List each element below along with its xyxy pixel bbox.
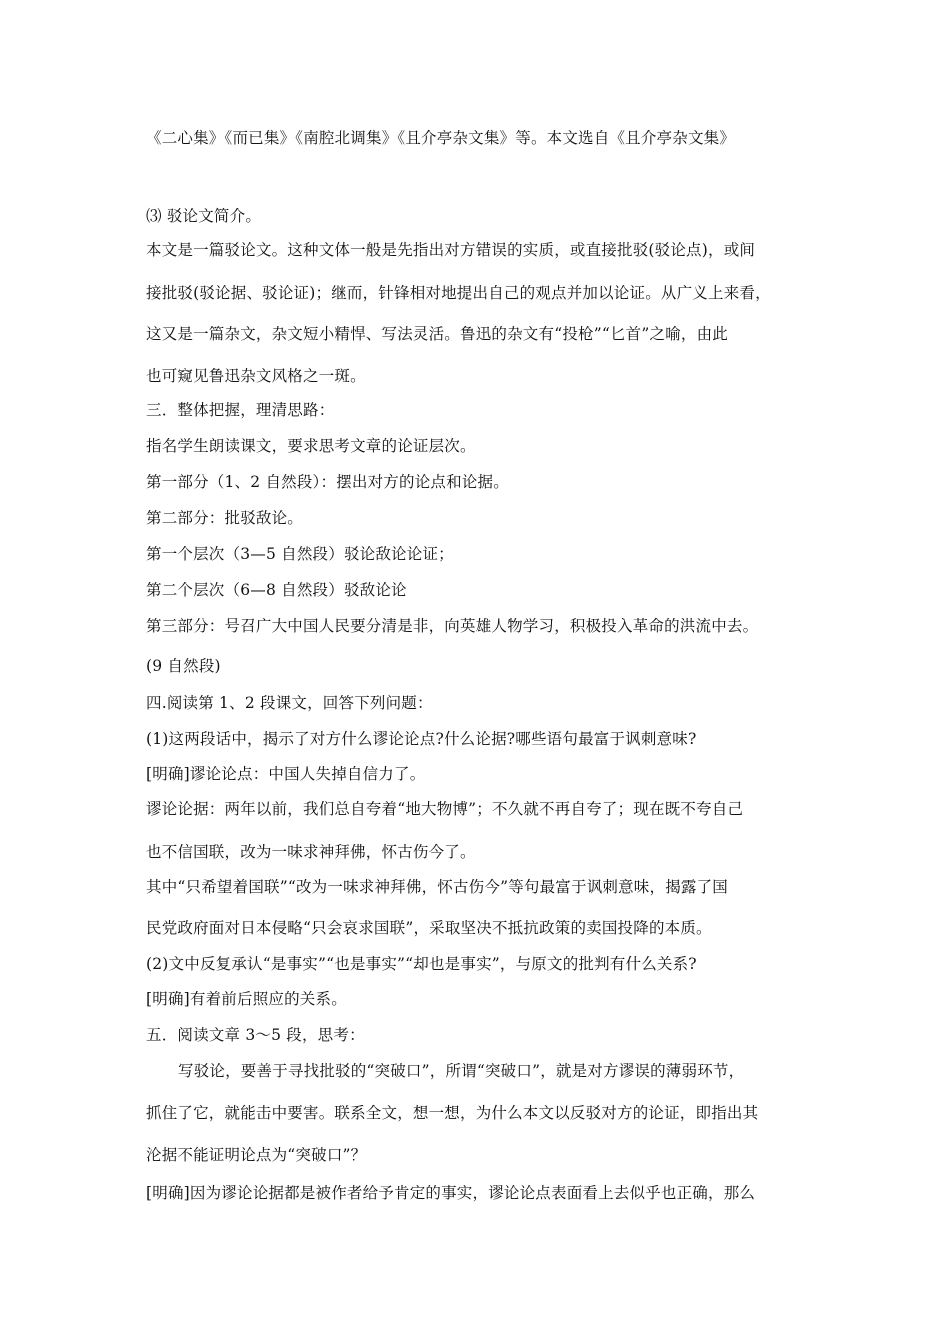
text-line: 第二个层次（6—8 自然段）驳敌论论 [146, 581, 407, 599]
text-line: 《二心集》《而已集》《南腔北调集》《且介亭杂文集》等。本文选自《且介亭杂文集》 [146, 129, 736, 147]
answer-line: [明确]谬论论点：中国人失掉自信力了。 [146, 765, 426, 783]
text-line: 这又是一篇杂文，杂文短小精悍、写法灵活。鲁迅的杂文有“投枪”“匕首”之喻，由此 [146, 325, 728, 343]
section-heading: 三．整体把握，理清思路： [146, 401, 335, 419]
section-heading: ⑶ 驳论文简介。 [146, 207, 262, 225]
section-heading: 四.阅读第 1、2 段课文，回答下列问题： [146, 694, 433, 712]
section-heading: 五．阅读文章 3～5 段，思考： [146, 1026, 365, 1044]
answer-line: [明确]因为谬论论据都是被作者给予肯定的事实，谬论论点表面看上去似乎也正确，那么 [146, 1184, 756, 1202]
text-line: 也可窥见鲁迅杂文风格之一斑。 [146, 367, 366, 385]
text-line: 也不信国联，改为一味求神拜佛，怀古伤今了。 [146, 843, 476, 861]
text-line: 接批驳(驳论据、驳论证)；继而，针锋相对地提出自己的观点并加以论证。从广义上来看， [146, 284, 771, 302]
text-line: 第一部分（1、2 自然段）：摆出对方的论点和论据。 [146, 473, 509, 491]
answer-line: [明确]有着前后照应的关系。 [146, 990, 347, 1008]
text-line: 第二部分：批驳敌论。 [146, 509, 304, 527]
text-line: 本文是一篇驳论文。这种文体一般是先指出对方错误的实质，或直接批驳(驳论点)，或间 [146, 241, 756, 259]
text-line: 谬论论据：两年以前，我们总自夸着“地大物博”；不久就不再自夸了；现在既不夸自己 [146, 800, 744, 818]
text-line: 指名学生朗读课文，要求思考文章的论证层次。 [146, 437, 476, 455]
text-line: 沦据不能证明论点为“突破口”？ [146, 1146, 367, 1164]
text-line: 抓住了它，就能击中要害。联系全文，想一想，为什么本文以反驳对方的论证，即指出其 [146, 1104, 759, 1122]
text-line: 第一个层次（3—5 自然段）驳论敌论论证； [146, 545, 454, 563]
text-line: 写驳论，要善于寻找批驳的“突破口”，所谓“突破口”，就是对方谬误的薄弱环节， [178, 1062, 745, 1080]
text-line: 民党政府面对日本侵略“只会哀求国联”，采取坚决不抵抗政策的卖国投降的本质。 [146, 919, 712, 937]
text-line: 其中“只希望着国联”“改为一味求神拜佛，怀古伤今”等句最富于讽刺意味，揭露了国 [146, 878, 728, 896]
text-line: 第三部分：号召广大中国人民要分清是非，向英雄人物学习，积极投入革命的洪流中去。 [146, 617, 759, 635]
text-line: (9 自然段) [146, 657, 221, 675]
question-line: (1)这两段话中，揭示了对方什么谬论论点?什么论据?哪些语句最富于讽刺意味? [146, 730, 697, 748]
question-line: (2)文中反复承认“是事实”“也是事实”“却也是事实”，与原文的批判有什么关系? [146, 955, 697, 973]
